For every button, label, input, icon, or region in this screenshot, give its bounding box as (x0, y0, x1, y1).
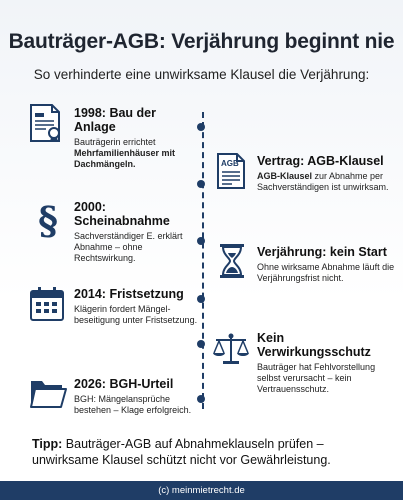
timeline-dot (197, 340, 205, 348)
event-text: BGH: Mängelansprüche bestehen – Klage erfolgreich. (74, 394, 192, 415)
svg-text:AGB: AGB (221, 159, 239, 168)
event-text: AGB-Klausel zur Abnahme per Sachverständigen ist unwirksam. (257, 171, 389, 192)
event-2000 (74, 200, 199, 264)
scales-icon (212, 332, 250, 366)
event-title: 1998: Bau der Anlage (74, 106, 156, 134)
tip-text: Tipp: Bauträger-AGB auf Abnahmeklauseln prüfen – unwirksame Klausel schützt nicht vor Gewährleistung. (32, 437, 331, 467)
event-text: Klägerin fordert Mängel-beseitigung unter Fristsetzung. (74, 304, 198, 325)
event-title: Vertrag: AGB-Klausel (257, 154, 384, 168)
contract-document-icon (28, 103, 64, 143)
agb-document-icon (216, 152, 246, 190)
event-title: Kein Verwirkungsschutz (257, 331, 371, 359)
event-title: 2026: BGH-Urteil (74, 377, 174, 391)
event-title: 2000: Scheinabnahme (74, 200, 170, 228)
event-1998 (74, 106, 199, 170)
hourglass-icon (218, 243, 246, 279)
event-text: Sachverständiger E. erklärt Abnahme – ohne Rechtswirkung. (74, 231, 183, 263)
event-text: Bauträgerin errichtet Mehrfamilienhäuser mit Dachmängeln. (74, 137, 176, 169)
timeline-dot (197, 180, 205, 188)
page-title: Bauträger-AGB: Verjährung beginnt nie (8, 30, 395, 53)
svg-text:§: § (38, 200, 58, 240)
event-vertrag (257, 154, 395, 193)
footer-copyright[interactable]: (c) meinmietrecht.de (0, 481, 403, 500)
event-title: 2014: Fristsetzung (74, 287, 184, 301)
paragraph-icon (34, 200, 62, 240)
event-verjaehrung (257, 245, 395, 284)
event-2014 (74, 287, 199, 326)
event-verwirkung (257, 331, 395, 395)
page-subtitle: So verhinderte eine unwirksame Klausel die Verjährung: (33, 67, 370, 82)
event-2026 (74, 377, 199, 416)
timeline-line (202, 112, 204, 409)
event-text: Bauträger hat Fehlvorstellung selbst verursacht – kein Vertrauensschutz. (257, 362, 376, 394)
folder-icon (29, 377, 67, 409)
event-title: Verjährung: kein Start (257, 245, 387, 259)
calendar-icon (29, 286, 65, 322)
event-text: Ohne wirksame Abnahme läuft die Verjährungsfrist nicht. (257, 262, 395, 283)
